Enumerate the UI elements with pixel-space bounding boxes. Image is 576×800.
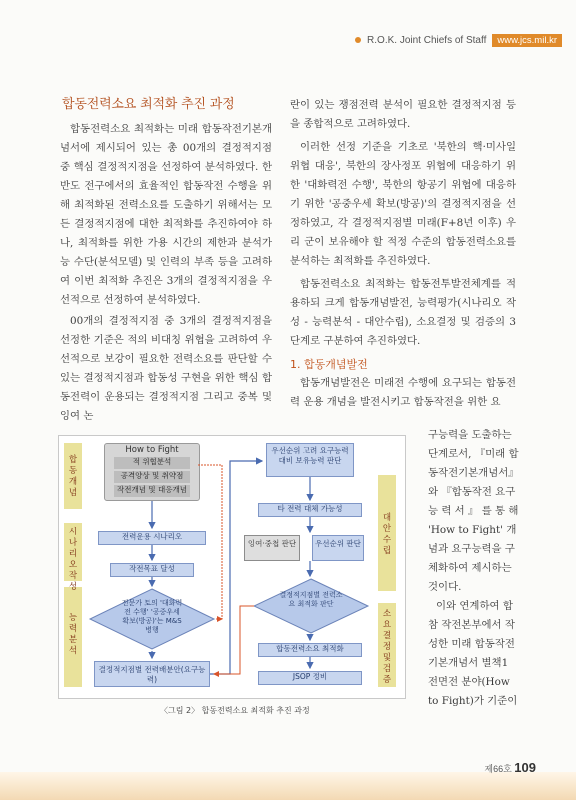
process-figure (58, 435, 404, 697)
label-scenario: 시나리오 작성 (68, 527, 78, 592)
header-url[interactable]: www.jcs.mil.kr (492, 34, 562, 47)
issue-label: 제66호 (484, 764, 512, 774)
label-analysis: 능력분석 (68, 613, 78, 656)
text-line: 념과 요구능력을 구 (428, 543, 515, 555)
subheading: 1. 합동개념발전 (290, 358, 368, 371)
decision-text: 결정적지점별 전력소요 최적화 판단 (279, 591, 343, 608)
page-header (355, 32, 562, 48)
text-line: 전면전 분야(How (428, 676, 510, 688)
label-alternative: 대안수립 (382, 513, 392, 556)
rank-box: 우선순위 판단 (312, 535, 364, 561)
text-line: 동작전기본개념서』 (428, 467, 519, 479)
paragraph: 이러한 선정 기준을 기초로 '북한의 핵·미사일 위협 대응', 북한의 장사정포 위협에 대응하기 위한 '대화력전 수행', 북한의 항공기 위협에 대응하기 위한 '공중우세 확보(방공)'의 결정적지점을 선정하였고, 각 결정적지점별 미래(F+8년 이후) 우리 군이 보유해야 할 적정 수준의 합동전력소요를 분석하는 최적화를 추진하였다. (290, 141, 516, 267)
text-line: 체화하여 제시하는 (428, 562, 512, 574)
text-line: 기본개념서 별책1 (428, 657, 509, 669)
flow-arrows (58, 435, 404, 697)
paragraph: 합동전력소요 최적화는 합동전투발전체계를 적용하되 크게 합동개념발전, 능력평가(시나리오 작성 - 능력분석 - 대안수립), 소요결정 및 검증의 3단계로 구분하여 추진하였다. (290, 278, 516, 347)
footer-bar (0, 772, 576, 800)
figure-caption: 〈그림 2〉 합동전력소요 최적화 추진 과정 (160, 706, 310, 715)
distribution-box: 결정적지점별 전력배분안(요구능력) (94, 661, 210, 687)
text-line: 'How to Fight' 개 (428, 524, 517, 536)
right-column (290, 96, 516, 412)
text-line: 참 작전본부에서 작 (428, 619, 515, 631)
text-line: 것이다. (428, 581, 462, 593)
label-concept: 합동개념 (68, 455, 78, 498)
text-line: 와 『합동작전 요구 (428, 486, 516, 498)
diamond-text: 전문가 토의 '대화력전 수행' '공중우세 확보(방공)'는 M&S 병행 (121, 599, 183, 634)
section-title: 합동전력소요 최적화 추진 과정 (62, 97, 235, 112)
jsop-box: JSOP 정비 (258, 671, 362, 685)
text-line: 이와 연계하여 합 (436, 600, 513, 612)
htf-item: 작전개념 및 대응개념 (114, 485, 190, 497)
bullet-icon (355, 37, 361, 43)
left-column (60, 120, 272, 426)
surplus-box: 잉여·중첩 판단 (244, 535, 300, 561)
htf-item: 적 위협분석 (114, 457, 190, 469)
text-line: 능 력 서 』 를 통 해 (428, 505, 519, 517)
page-number-value: 109 (514, 760, 536, 775)
goal-box: 작전목표 달성 (110, 563, 194, 577)
paragraph: 합동전력소요 최적화는 미래 합동작전기본개념서에 제시되어 있는 총 00개의 결정적지점 중 핵심 결정적지점을 선정하여 분석하였다. 한반도 전구에서의 효율적인 합동작전 수행을 위해 최적화된 전력소요를 도출하기 위해서는 모든 결정적지점에 대한 최적화를 추진하여야 하나, 최적화를 위한 가용 시간의 제한과 분석가능 수단(분석모델) 및 인력의 부족 등을 고려하여 이번 최적화 추진은 3개의 결정적지점을 우선적으로 선정하여 분석하였다. (60, 123, 272, 306)
label-decision: 소요결정 및 검증 (382, 609, 392, 685)
scenario-box: 전력운용 시나리오 (98, 531, 206, 545)
paragraph: 00개의 결정적지점 중 3개의 결정적지점을 선정한 기준은 적의 비대칭 위협을 고려하여 우선적으로 보강이 필요한 전력소요를 판단할 수 있는 결정적지점과 합동성 구현을 위한 핵심 합동전력이 운용되는 결정적지점 그리고 중복 및 잉여 논 (60, 315, 272, 422)
header-org: R.O.K. Joint Chiefs of Staff (367, 34, 487, 46)
text-line: 성한 미래 합동작전 (428, 638, 515, 650)
alt-review-box: 타 전력 대체 가능성 (258, 503, 362, 517)
right-narrow-column (428, 426, 522, 711)
text-line: 단계로서, 『미래 합 (428, 448, 519, 460)
paragraph: 란이 있는 쟁점전력 분석이 필요한 결정적지점 등을 종합적으로 고려하였다. (290, 99, 516, 130)
htf-item: 공격양상 및 취약점 (114, 471, 190, 483)
text-line: 구능력을 도출하는 (428, 429, 512, 441)
priority-box: 우선순위 고려 요구능력 대비 보유능력 판단 (266, 443, 354, 477)
how-to-fight-title: How to Fight (125, 445, 179, 455)
text-line: to Fight)가 기준이 (428, 695, 518, 707)
paragraph: 합동개념발전은 미래전 수행에 요구되는 합동전력 운용 개념을 발전시키고 합동작전을 위한 요 (290, 377, 516, 408)
page-number (484, 760, 536, 775)
optimize-box: 합동전력소요 최적화 (258, 643, 362, 657)
